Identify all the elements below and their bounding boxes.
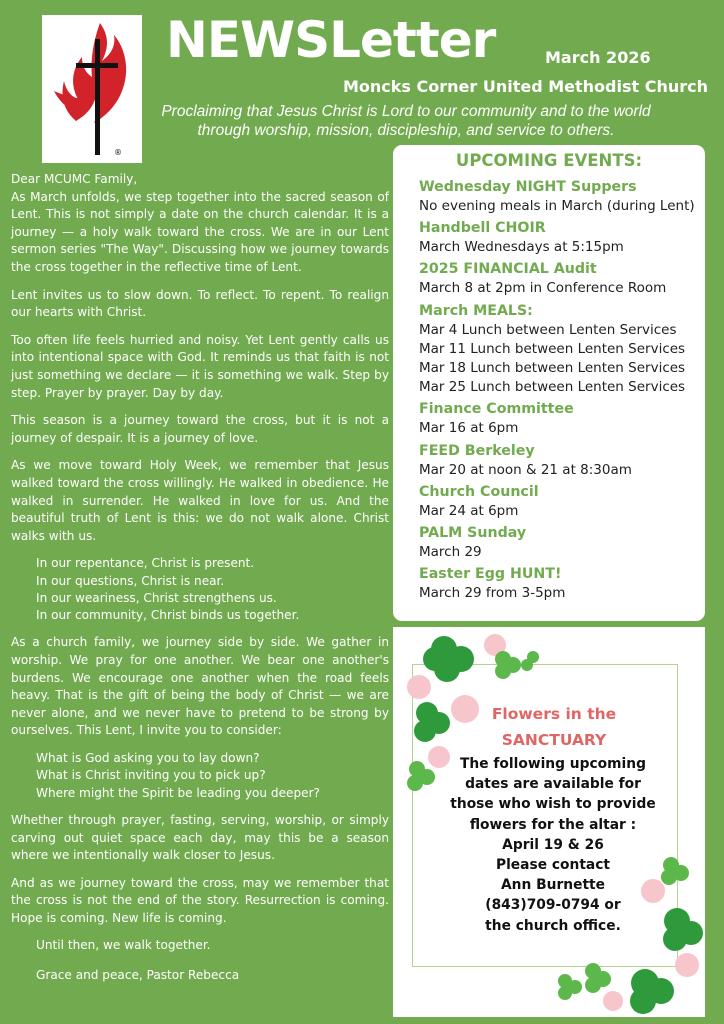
tagline: Proclaiming that Jesus Christ is Lord to our community and to the world through worship, mission, discipleship, and service to others. xyxy=(161,103,651,139)
letter-paragraph-5: As we move toward Holy Week, we remember that Jesus walked toward the cross willingly. He walked in obedience. He walked in surrender. He walked in love for us. And the beautiful truth of Lent is this: we do not walk alone. Christ walks with us. xyxy=(11,458,389,543)
verse-line: In our questions, Christ is near. xyxy=(36,573,225,588)
event-detail: Mar 11 Lunch between Lenten Services xyxy=(419,340,686,357)
event-detail: March Wednesdays at 5:15pm xyxy=(419,239,624,256)
event-detail: Mar 25 Lunch between Lenten Services xyxy=(419,379,686,396)
flowers-dates: April 19 & 26 xyxy=(502,836,604,853)
upcoming-events-panel xyxy=(393,145,705,621)
event-title: Handbell CHOIR xyxy=(419,220,546,237)
event-detail: March 8 at 2pm in Conference Room xyxy=(419,280,667,297)
verse-line: In our repentance, Christ is present. xyxy=(36,556,255,571)
letter-closing xyxy=(36,937,389,984)
question-line: Where might the Spirit be leading you deeper? xyxy=(36,785,320,800)
event-title: March MEALS: xyxy=(419,302,533,319)
flowers-title-line: SANCTUARY xyxy=(501,731,607,749)
verse-block-2 xyxy=(36,750,389,802)
event-detail: No evening meals in March (during Lent) xyxy=(419,198,695,214)
newsletter-title: NEWSLetter xyxy=(166,11,496,69)
letter-paragraph-1: As March unfolds, we step together into the sacred season of Lent. This is not simply a date on the church calendar. It is a journey — a holy walk toward the cross. We are in our Lent sermon series "The Way". Discussing how we journey towards the cross together in the reflective time of Lent. xyxy=(11,189,389,274)
flowers-line: flowers for the altar : xyxy=(469,816,637,833)
letter-greeting: Dear MCUMC Family, xyxy=(11,172,138,186)
flowers-line: The following upcoming xyxy=(460,756,646,772)
letter-paragraph xyxy=(11,171,389,277)
church-name: Moncks Corner United Methodist Church xyxy=(343,77,709,96)
flowers-line: the church office. xyxy=(485,917,621,934)
letter-paragraph-4: This season is a journey toward the cross, but it is not a journey of despair. It is a journey of love. xyxy=(11,413,389,445)
event-detail: Mar 20 at noon & 21 at 8:30am xyxy=(419,461,632,478)
letter-paragraph-3: Too often life feels hurried and noisy. Yet Lent gently calls us into intentional space with God. It reminds us that faith is not just something we declare — it is something we walk. Step by step. Prayer by prayer. Day by day. xyxy=(11,332,389,400)
verse-line: In our community, Christ binds us together. xyxy=(36,608,300,623)
event-title: Easter Egg HUNT! xyxy=(419,566,562,583)
events-list xyxy=(419,176,709,605)
signature-line: Grace and peace, Pastor Rebecca xyxy=(36,967,240,982)
event-detail: Mar 18 Lunch between Lenten Services xyxy=(419,360,686,377)
letter-paragraph-2: Lent invites us to slow down. To reflect. To repent. To realign our hearts with Christ. xyxy=(11,287,389,320)
question-line: What is Christ inviting you to pick up? xyxy=(36,768,266,783)
event-title: FEED Berkeley xyxy=(419,442,535,459)
event-detail: Mar 16 at 6pm xyxy=(419,420,519,437)
verse-block-1 xyxy=(36,555,389,624)
letter-paragraph-6: As a church family, we journey side by side. We gather in worship. We pray for one another. We bear one another's burdens. We encourage one another when the road feels heavy. That is the gift of being the body of Christ — we are never alone, and we never have to pretend to be strong by ourselves. This Lent, I invite you to consider: xyxy=(11,635,389,738)
event-title: 2025 FINANCIAL Audit xyxy=(419,261,597,278)
flowers-panel xyxy=(393,627,705,1017)
flowers-line: dates are available for xyxy=(465,776,641,793)
contact-name: Ann Burnette xyxy=(501,877,605,894)
flowers-title-line: Flowers in the xyxy=(491,705,617,723)
event-title: Wednesday NIGHT Suppers xyxy=(419,179,637,195)
event-title: PALM Sunday xyxy=(419,525,527,542)
letter-paragraph-7: Whether through prayer, fasting, serving, worship, or simply carving out quiet space each day, may this be a season where we intentionally walk closer to Jesus. xyxy=(11,812,389,863)
church-logo xyxy=(42,15,142,163)
event-detail: Mar 24 at 6pm xyxy=(419,502,519,519)
closing-line: Until then, we walk together. xyxy=(36,938,211,953)
event-title: Finance Committee xyxy=(419,401,574,418)
verse-line: In our weariness, Christ strengthens us. xyxy=(36,590,277,605)
flowers-line: those who wish to provide xyxy=(450,796,656,813)
letter-paragraph-8: And as we journey toward the cross, may we remember that the cross is not the end of the story. Resurrection is coming. Hope is coming. New life is coming. xyxy=(11,875,389,925)
event-title: Church Council xyxy=(419,483,539,500)
event-detail: Mar 4 Lunch between Lenten Services xyxy=(419,321,677,338)
contact-phone: (843)709-0794 or xyxy=(485,897,621,914)
flowers-line: Please contact xyxy=(495,857,611,874)
event-detail: March 29 xyxy=(419,544,482,561)
events-heading: UPCOMING EVENTS: xyxy=(455,151,643,170)
issue-date: March 2026 xyxy=(545,48,651,67)
cross-and-flame-icon xyxy=(42,15,142,163)
flowers-body xyxy=(435,754,671,936)
pastor-letter xyxy=(11,171,389,994)
flowers-title xyxy=(453,701,655,753)
event-detail: March 29 from 3-5pm xyxy=(419,585,566,602)
question-line: What is God asking you to lay down? xyxy=(36,751,260,766)
registered-mark: ® xyxy=(114,148,122,157)
